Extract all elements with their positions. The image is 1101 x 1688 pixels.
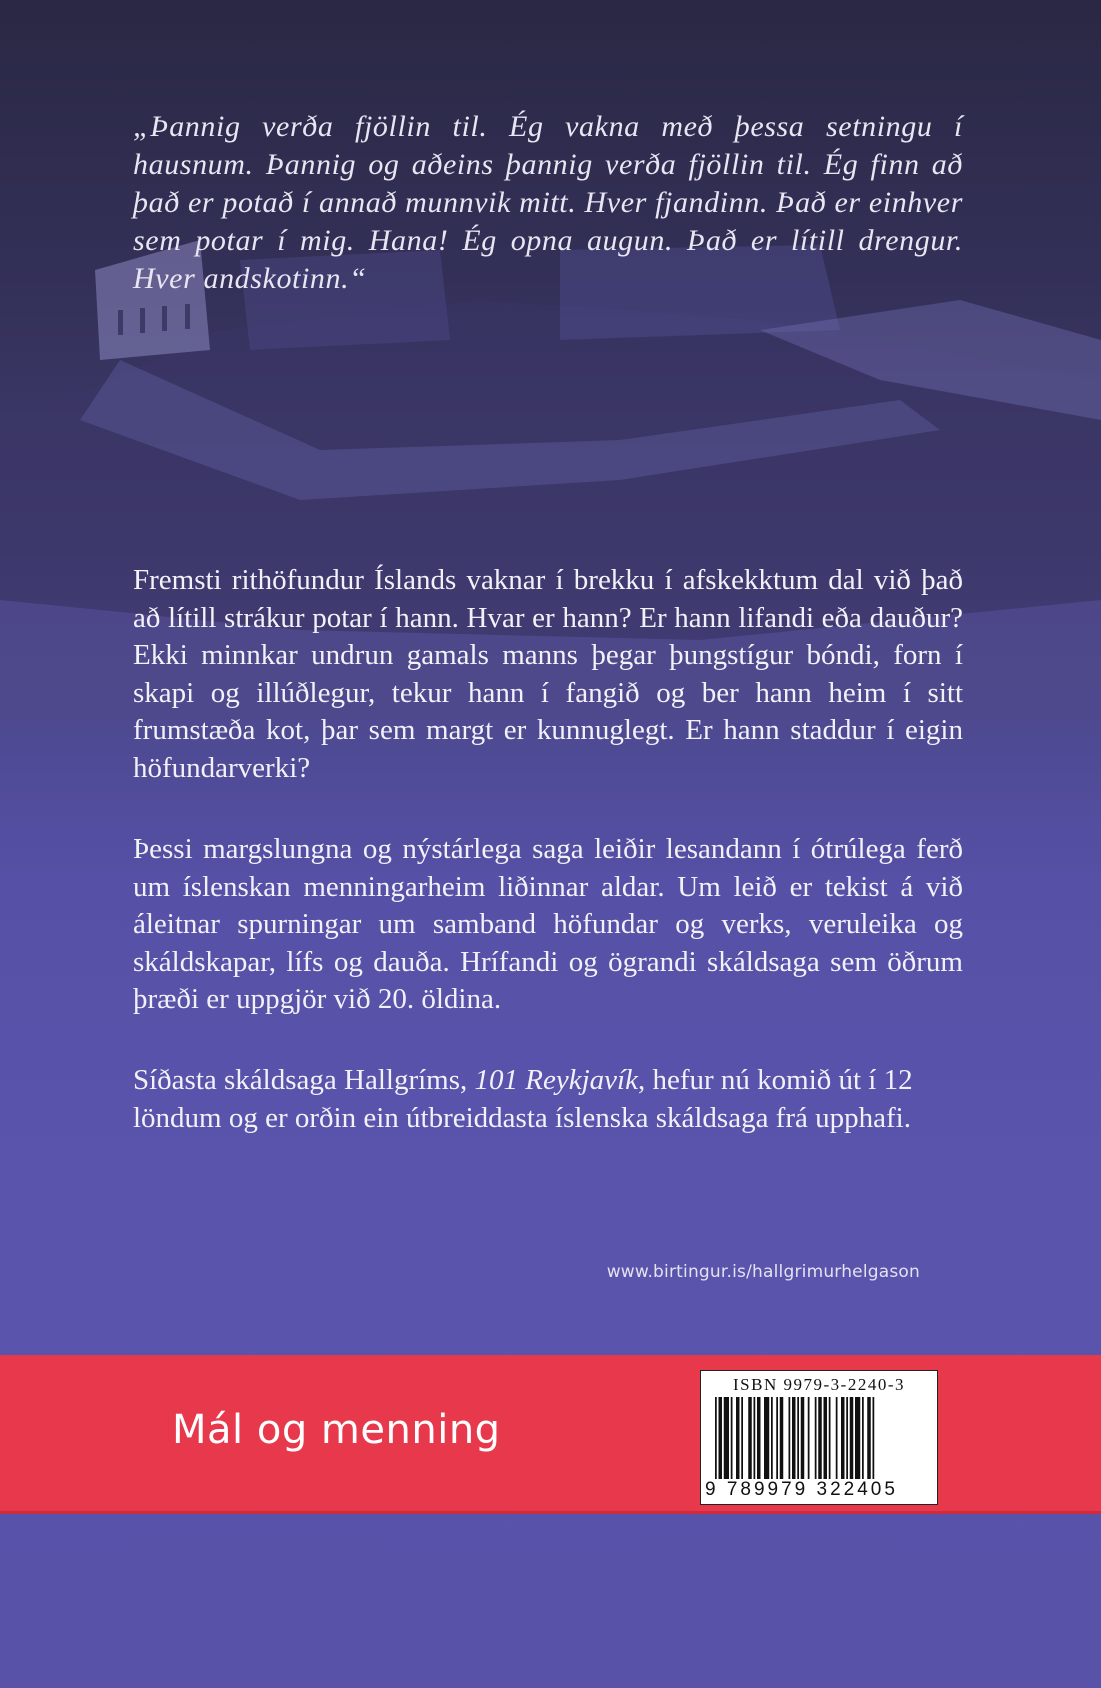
barcode-bar	[792, 1397, 796, 1479]
barcode-bar	[850, 1397, 854, 1479]
description-paragraph-1: Fremsti rithöfundur Íslands vaknar í brekku í afskekktum dal við það að lítill strákur potar í hann. Hvar er hann? Er hann lifandi eða dauður? Ekki minnkar undrun gamals manns þegar þungstígur bóndi, forn í skapi og illúðlegur, tekur hann í fangið og ber hann heim í sitt frumstæða kot, þar sem margt er kunnuglegt. Er hann staddur í eigin höfundarverki?	[133, 564, 963, 784]
barcode-bar	[818, 1397, 822, 1479]
barcode-bar	[754, 1397, 756, 1479]
publisher-name: Mál og menning	[172, 1407, 501, 1453]
barcode-bar	[867, 1397, 871, 1479]
band-divider	[0, 1511, 1101, 1514]
barcode-bar	[829, 1397, 831, 1479]
barcode-bar	[789, 1397, 791, 1479]
left-building-window	[118, 310, 123, 335]
left-building-window	[140, 308, 145, 333]
barcode-bar	[846, 1397, 848, 1479]
barcode-bar	[841, 1397, 845, 1479]
left-building-window	[185, 304, 190, 329]
isbn-label: ISBN 9979-3-2240-3	[733, 1375, 905, 1394]
barcode-bar	[776, 1397, 778, 1479]
barcode-bar	[764, 1397, 769, 1479]
description-paragraph-2: Þessi margslungna og nýstárlega saga leiðir lesandann í ótrúlega ferð um íslenskan menningarheim liðinnar aldar. Um leið er tekist á við áleitnar spurningar um samband höfundar og verks, veruleika og skáldskapar, lífs og dauða. Hrífandi og ögrandi skáldsaga sem öðrum þræði er uppgjör við 20. öldina.	[133, 833, 963, 1015]
barcode-bar	[780, 1397, 784, 1479]
barcode-bar	[741, 1397, 743, 1479]
barcode-bar	[824, 1397, 828, 1479]
barcode-bar	[862, 1397, 864, 1479]
barcode-bar	[797, 1397, 799, 1479]
barcode-bar	[855, 1397, 860, 1479]
barcode-bar	[731, 1397, 733, 1479]
barcode-bar	[771, 1397, 773, 1479]
barcode-bar	[724, 1397, 729, 1479]
paragraph-3-end: , hefur nú komið út í 12 löndum og er orðin ein útbreiddasta íslenska skáldsaga frá upphafi.	[133, 1064, 913, 1134]
author-website-url: www.birtingur.is/hallgrimurhelgason	[606, 1262, 920, 1282]
barcode-bar	[808, 1397, 810, 1479]
barcode-bar	[801, 1397, 805, 1479]
novel-title: 101 Reykjavík	[474, 1064, 638, 1096]
left-building-window	[162, 306, 167, 331]
barcode-bar	[757, 1397, 761, 1479]
paragraph-3-start: Síðasta skáldsaga Hallgríms,	[133, 1064, 475, 1096]
barcode-bar	[836, 1397, 838, 1479]
barcode-bar	[748, 1397, 752, 1479]
barcode-bar	[719, 1397, 723, 1479]
isbn-barcode	[700, 1370, 938, 1505]
barcode-bars	[715, 1397, 925, 1479]
barcode-bar	[873, 1397, 875, 1479]
description-paragraph-3	[133, 1062, 963, 1137]
barcode-bar	[736, 1397, 740, 1479]
opening-quote: „Þannig verða fjöllin til. Ég vakna með þessa setningu í hausnum. Þannig og aðeins þannig verða fjöllin til. Ég finn að það er potað í annað munnvik mitt. Hver fjandinn. Það er einhver sem potar í mig. Hana! Ég opna augun. Það er lítill drengur. Hver andskotinn.“	[133, 110, 963, 295]
barcode-bar	[715, 1397, 717, 1479]
barcode-bar	[815, 1397, 817, 1479]
ean-number: 9 789979 322405	[705, 1479, 898, 1500]
